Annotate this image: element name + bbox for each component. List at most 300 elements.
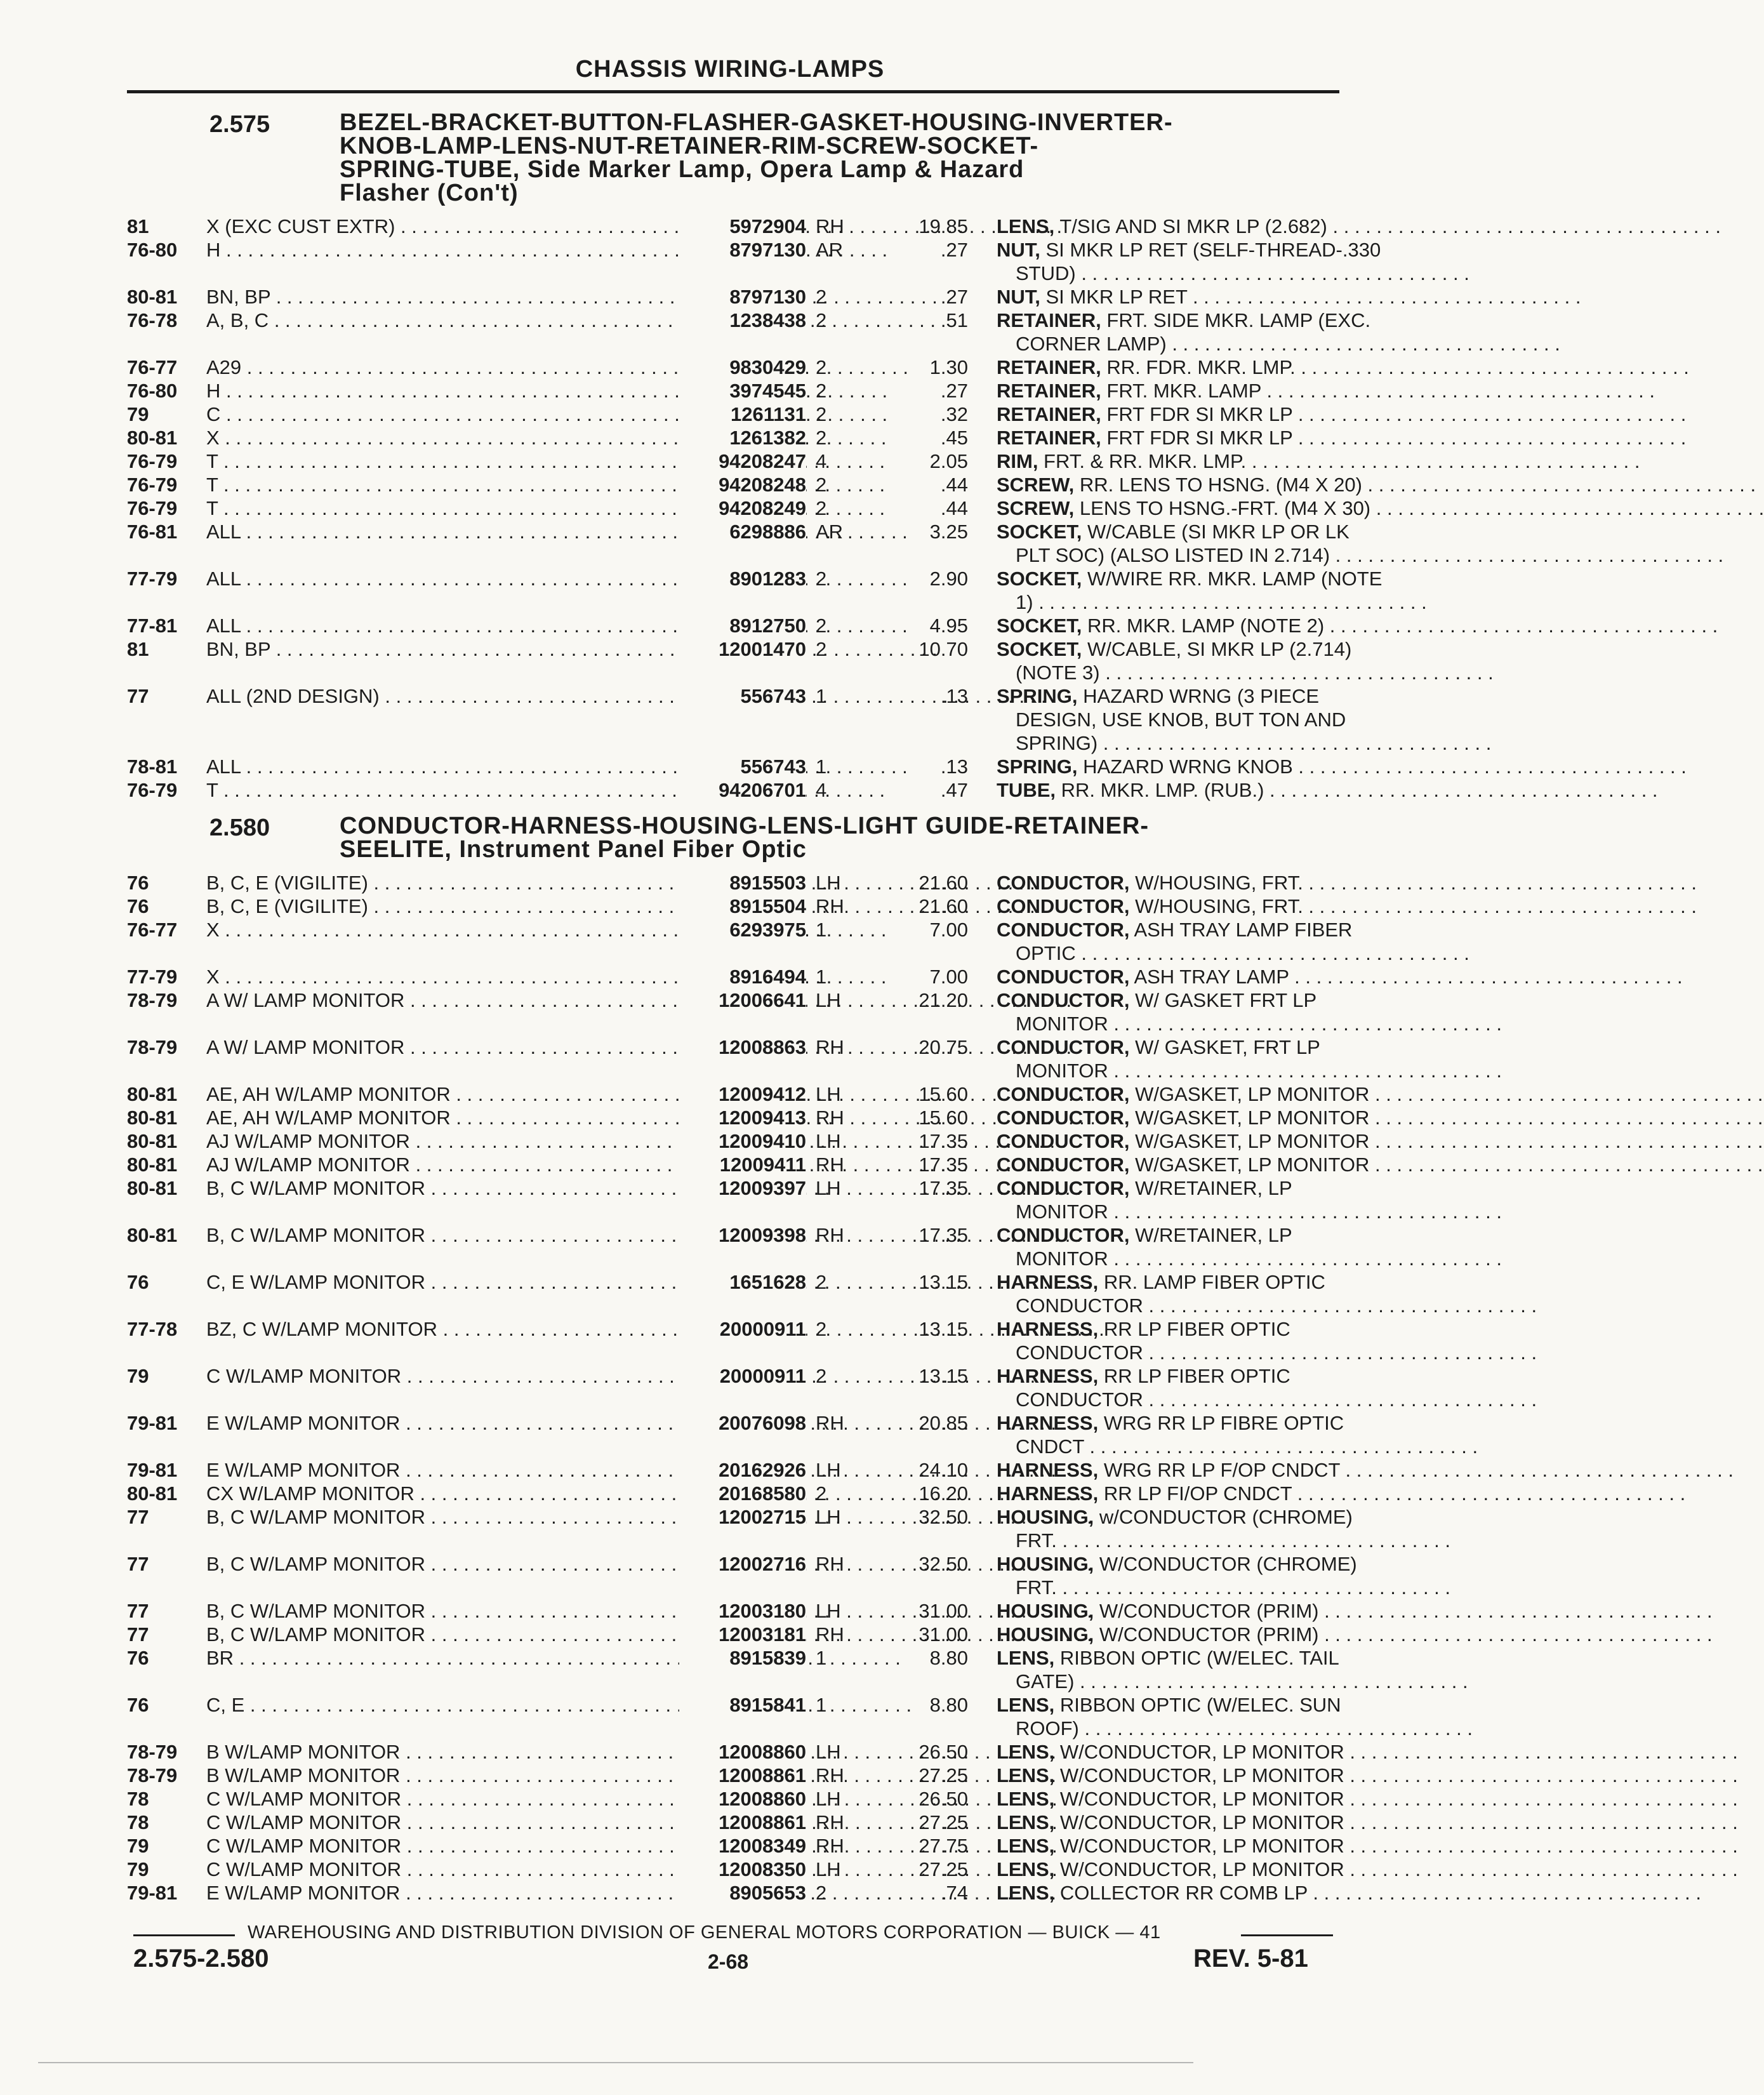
list-price: 17.35 bbox=[918, 1177, 968, 1199]
model-year: 79 bbox=[127, 1858, 149, 1880]
quantity: 4 bbox=[816, 450, 827, 472]
part-description bbox=[997, 918, 1353, 965]
description-keyword: LENS, bbox=[997, 1858, 1055, 1880]
model-code-text: B, C W/LAMP MONITOR bbox=[206, 1600, 426, 1622]
list-price: 19.85 bbox=[918, 215, 968, 237]
description-line: SPRING, HAZARD WRNG (3 PIECE bbox=[997, 685, 1320, 707]
part-number: 556743 bbox=[679, 684, 806, 708]
list-price: 27.25 bbox=[918, 1858, 968, 1880]
part-row bbox=[127, 1411, 1344, 1458]
quantity: LH bbox=[816, 1459, 841, 1481]
part-number: 12008861 bbox=[679, 1811, 806, 1834]
part-number: 12006641 bbox=[679, 988, 806, 1012]
part-row bbox=[127, 1646, 1339, 1693]
list-price: 15.60 bbox=[918, 1107, 968, 1129]
part-number: 12002715 bbox=[679, 1505, 806, 1529]
part-description bbox=[997, 755, 1339, 778]
model-code-text: B, C W/LAMP MONITOR bbox=[206, 1623, 426, 1646]
part-description bbox=[997, 1270, 1339, 1317]
description-line: CONDUCTOR, W/HOUSING, FRT. . . . bbox=[997, 871, 1339, 895]
quantity: 1 bbox=[816, 1694, 827, 1716]
model-code-text: BN, BP bbox=[206, 638, 271, 660]
section-title-line: Flasher (Con't) bbox=[340, 180, 519, 206]
quantity: 2 bbox=[816, 1482, 827, 1505]
part-number: 12009410 bbox=[679, 1129, 806, 1153]
part-description bbox=[997, 1458, 1339, 1482]
part-number: 20000911 bbox=[679, 1364, 806, 1388]
section-title bbox=[340, 815, 1330, 861]
quantity: 1 bbox=[816, 966, 827, 988]
model-code bbox=[206, 1176, 676, 1200]
description-line: 1) . . . bbox=[997, 590, 1339, 614]
list-price: 2.05 bbox=[929, 450, 968, 472]
model-year: 76 bbox=[127, 872, 149, 894]
description-keyword: HARNESS, bbox=[997, 1459, 1099, 1481]
quantity: LH bbox=[816, 1788, 841, 1810]
description-line: GATE) . . . bbox=[997, 1670, 1339, 1693]
description-line: DESIGN, USE KNOB, BUT TON AND bbox=[1016, 708, 1346, 731]
scan-edge-line bbox=[38, 2062, 1193, 2063]
part-description bbox=[997, 1552, 1357, 1599]
list-price: .13 bbox=[940, 755, 968, 778]
description-keyword: LENS, bbox=[997, 1647, 1055, 1669]
model-code bbox=[206, 1317, 676, 1341]
part-description bbox=[997, 1764, 1344, 1787]
quantity: 2 bbox=[816, 497, 827, 519]
description-line: CONDUCTOR, W/GASKET, LP MONITOR . . . bbox=[997, 1106, 1339, 1129]
list-price: 7.00 bbox=[929, 966, 968, 988]
model-code bbox=[206, 285, 676, 309]
part-row bbox=[127, 473, 1362, 496]
model-code bbox=[206, 1223, 676, 1247]
description-line: RETAINER, RR. FDR. MKR. LMP. . . . bbox=[997, 356, 1339, 379]
model-code-text: C W/LAMP MONITOR bbox=[206, 1858, 402, 1880]
description-line: CONDUCTOR, W/ GASKET FRT LP bbox=[997, 989, 1317, 1011]
part-number: 12009411 bbox=[679, 1153, 806, 1176]
part-row bbox=[127, 1599, 1339, 1623]
part-number: 12009412 bbox=[679, 1082, 806, 1106]
part-description bbox=[997, 356, 1339, 379]
description-line: STUD) . . . bbox=[997, 262, 1339, 285]
part-description bbox=[997, 520, 1350, 567]
part-number: 556743 bbox=[679, 755, 806, 778]
part-number: 1261382 bbox=[679, 426, 806, 449]
part-number: 12008861 bbox=[679, 1764, 806, 1787]
part-description bbox=[997, 1811, 1344, 1834]
part-description bbox=[997, 496, 1371, 520]
model-year: 77-81 bbox=[127, 615, 178, 637]
description-line: LENS, W/CONDUCTOR, LP MONITOR . . . bbox=[997, 1834, 1339, 1858]
description-line: HARNESS, RR LP FI/OP CNDCT . . . bbox=[997, 1482, 1339, 1505]
part-number: 12009413 bbox=[679, 1106, 806, 1129]
description-line: NUT, SI MKR LP RET (SELF-THREAD-.330 bbox=[997, 239, 1381, 261]
list-price: 27.75 bbox=[918, 1835, 968, 1857]
model-code bbox=[206, 755, 676, 778]
part-number: 12008349 bbox=[679, 1834, 806, 1858]
part-row bbox=[127, 1106, 1370, 1129]
part-number: 8915839 bbox=[679, 1646, 806, 1670]
description-keyword: CONDUCTOR, bbox=[997, 919, 1130, 941]
part-number: 94208248 bbox=[679, 473, 806, 496]
part-row bbox=[127, 1858, 1344, 1881]
model-year: 76-79 bbox=[127, 497, 178, 519]
list-price: 27.25 bbox=[918, 1764, 968, 1786]
description-line: LENS, RIBBON OPTIC (W/ELEC. SUN bbox=[997, 1694, 1341, 1716]
model-year: 76 bbox=[127, 1694, 149, 1716]
quantity: RH bbox=[816, 1835, 844, 1857]
list-price: 13.15 bbox=[918, 1365, 968, 1387]
quantity: RH bbox=[816, 1553, 844, 1575]
list-price: 8.80 bbox=[929, 1694, 968, 1716]
model-code-text: A29 bbox=[206, 356, 242, 378]
quantity: RH bbox=[816, 1764, 844, 1786]
part-row bbox=[127, 637, 1352, 684]
model-code bbox=[206, 379, 676, 402]
footer-page-number: 2-68 bbox=[708, 1950, 749, 1973]
list-price: .74 bbox=[940, 1882, 968, 1904]
description-keyword: HARNESS, bbox=[997, 1318, 1099, 1340]
part-number: 8905653 bbox=[679, 1881, 806, 1905]
list-price: 32.50 bbox=[918, 1506, 968, 1528]
model-year: 76-77 bbox=[127, 356, 178, 378]
model-year: 78-79 bbox=[127, 1741, 178, 1763]
part-description bbox=[997, 402, 1339, 426]
description-keyword: NUT, bbox=[997, 286, 1040, 308]
description-keyword: CONDUCTOR, bbox=[997, 1130, 1130, 1152]
footer-rule-right bbox=[1241, 1934, 1333, 1936]
part-description bbox=[997, 1599, 1339, 1623]
part-row bbox=[127, 1834, 1344, 1858]
model-year: 77-79 bbox=[127, 568, 178, 590]
model-code-text: E W/LAMP MONITOR bbox=[206, 1459, 401, 1481]
quantity: 1 bbox=[816, 685, 827, 707]
quantity: 2 bbox=[816, 427, 827, 449]
list-price: 21.60 bbox=[918, 895, 968, 917]
model-code bbox=[206, 1458, 676, 1482]
list-price: .45 bbox=[940, 427, 968, 449]
parts-table-2580 bbox=[127, 871, 1370, 1905]
description-line: RETAINER, FRT. SIDE MKR. LAMP (EXC. bbox=[997, 309, 1371, 331]
quantity: 2 bbox=[816, 638, 827, 660]
description-keyword: CONDUCTOR, bbox=[997, 1036, 1130, 1058]
description-keyword: TUBE, bbox=[997, 779, 1056, 801]
part-number: 94206701 bbox=[679, 778, 806, 802]
model-code bbox=[206, 1270, 676, 1294]
description-line: CONDUCTOR, ASH TRAY LAMP FIBER bbox=[997, 919, 1353, 941]
model-year: 79-81 bbox=[127, 1882, 178, 1904]
description-line: LENS, RIBBON OPTIC (W/ELEC. TAIL bbox=[997, 1647, 1339, 1669]
list-price: 26.50 bbox=[918, 1788, 968, 1810]
description-keyword: CONDUCTOR, bbox=[997, 895, 1130, 917]
description-line: SOCKET, W/CABLE (SI MKR LP OR LK bbox=[997, 521, 1350, 543]
list-price: 31.00 bbox=[918, 1623, 968, 1646]
model-code bbox=[206, 895, 676, 918]
model-code-text: E W/LAMP MONITOR bbox=[206, 1882, 401, 1904]
part-description bbox=[997, 988, 1339, 1035]
description-keyword: HOUSING, bbox=[997, 1553, 1094, 1575]
model-year: 77 bbox=[127, 1553, 149, 1575]
model-year: 77-78 bbox=[127, 1318, 178, 1340]
part-description bbox=[997, 309, 1371, 356]
model-year: 78 bbox=[127, 1811, 149, 1833]
model-code-text: B, C W/LAMP MONITOR bbox=[206, 1506, 426, 1528]
description-line: SPRING) . . . bbox=[997, 731, 1339, 755]
section-title-line: SPRING-TUBE, Side Marker Lamp, Opera Lamp & Hazard bbox=[340, 156, 1025, 183]
description-keyword: CONDUCTOR, bbox=[997, 1083, 1130, 1105]
model-code-text: AE, AH W/LAMP MONITOR bbox=[206, 1083, 451, 1105]
model-code bbox=[206, 1623, 676, 1646]
part-row bbox=[127, 496, 1371, 520]
description-keyword: RETAINER, bbox=[997, 356, 1101, 378]
quantity: LH bbox=[816, 1858, 841, 1880]
model-code bbox=[206, 238, 676, 262]
model-code-text: A, B, C bbox=[206, 309, 269, 331]
part-description bbox=[997, 1834, 1344, 1858]
list-price: 31.00 bbox=[918, 1600, 968, 1622]
part-number: 20168580 bbox=[679, 1482, 806, 1505]
quantity: 4 bbox=[816, 779, 827, 801]
model-code bbox=[206, 1881, 676, 1905]
quantity: RH bbox=[816, 1107, 844, 1129]
model-code-text: ALL bbox=[206, 615, 241, 637]
description-keyword: CONDUCTOR, bbox=[997, 1154, 1130, 1176]
model-code bbox=[206, 988, 676, 1012]
part-row bbox=[127, 1552, 1357, 1599]
quantity: 1 bbox=[816, 919, 827, 941]
model-year: 77 bbox=[127, 1623, 149, 1646]
model-year: 81 bbox=[127, 215, 149, 237]
model-year: 77 bbox=[127, 1506, 149, 1528]
model-code bbox=[206, 918, 676, 941]
model-code bbox=[206, 1364, 676, 1388]
model-year: 76-79 bbox=[127, 450, 178, 472]
model-code bbox=[206, 473, 676, 496]
model-year: 78-81 bbox=[127, 755, 178, 778]
description-line: MONITOR . . . bbox=[997, 1012, 1339, 1035]
list-price: 13.15 bbox=[918, 1271, 968, 1293]
part-description bbox=[997, 1106, 1370, 1129]
part-number: 12009398 bbox=[679, 1223, 806, 1247]
model-code bbox=[206, 637, 676, 661]
part-row bbox=[127, 1458, 1339, 1482]
model-code bbox=[206, 426, 676, 449]
part-number: 8915504 bbox=[679, 895, 806, 918]
description-keyword: LENS, bbox=[997, 1694, 1055, 1716]
description-keyword: RETAINER, bbox=[997, 380, 1101, 402]
model-code-text: B, C W/LAMP MONITOR bbox=[206, 1224, 426, 1246]
quantity: 1 bbox=[816, 1647, 827, 1669]
model-year: 81 bbox=[127, 638, 149, 660]
model-year: 80-81 bbox=[127, 1130, 178, 1152]
part-row bbox=[127, 871, 1339, 895]
model-code-text: E W/LAMP MONITOR bbox=[206, 1412, 401, 1434]
description-keyword: HOUSING, bbox=[997, 1506, 1094, 1528]
description-keyword: SCREW, bbox=[997, 497, 1075, 519]
description-line: HOUSING, W/CONDUCTOR (PRIM) . . . bbox=[997, 1599, 1339, 1623]
model-code-text: AJ W/LAMP MONITOR bbox=[206, 1130, 410, 1152]
model-code-text: CX W/LAMP MONITOR bbox=[206, 1482, 414, 1505]
quantity: 2 bbox=[816, 474, 827, 496]
quantity: 2 bbox=[816, 1365, 827, 1387]
description-line: ROOF) . . . bbox=[997, 1717, 1339, 1740]
part-row bbox=[127, 309, 1371, 356]
model-year: 79-81 bbox=[127, 1412, 178, 1434]
part-row bbox=[127, 918, 1353, 965]
part-row bbox=[127, 1787, 1344, 1811]
list-price: .32 bbox=[940, 403, 968, 425]
quantity: 2 bbox=[816, 356, 827, 378]
part-row bbox=[127, 1223, 1339, 1270]
part-row bbox=[127, 684, 1346, 755]
description-line: CONDUCTOR, W/RETAINER, LP bbox=[997, 1224, 1292, 1246]
part-row bbox=[127, 755, 1339, 778]
quantity: LH bbox=[816, 989, 841, 1011]
quantity: RH bbox=[816, 1623, 844, 1646]
description-line: HARNESS, RR. LAMP FIBER OPTIC bbox=[997, 1271, 1325, 1293]
description-line: FRT. . . . bbox=[997, 1576, 1339, 1599]
quantity: RH bbox=[816, 215, 844, 237]
model-code-text: T bbox=[206, 474, 218, 496]
description-keyword: SPRING, bbox=[997, 685, 1078, 707]
section-title-line: SEELITE, Instrument Panel Fiber Optic bbox=[340, 836, 807, 863]
description-line: LENS, W/CONDUCTOR, LP MONITOR . . . bbox=[997, 1740, 1339, 1764]
footer-corporation: WAREHOUSING AND DISTRIBUTION DIVISION OF GENERAL MOTORS CORPORATION — BUICK — 41 bbox=[248, 1922, 1161, 1943]
part-number: 1651628 bbox=[679, 1270, 806, 1294]
part-description bbox=[997, 895, 1339, 918]
list-price: 20.85 bbox=[918, 1412, 968, 1434]
description-line: CONDUCTOR, W/ GASKET, FRT LP bbox=[997, 1036, 1320, 1058]
quantity: LH bbox=[816, 1130, 841, 1152]
model-code-text: B, C W/LAMP MONITOR bbox=[206, 1177, 426, 1199]
quantity: 2 bbox=[816, 1271, 827, 1293]
model-year: 80-81 bbox=[127, 286, 178, 308]
description-keyword: SCREW, bbox=[997, 474, 1075, 496]
quantity: 2 bbox=[816, 1882, 827, 1904]
description-line: RETAINER, FRT FDR SI MKR LP . . . bbox=[997, 402, 1339, 426]
part-number: 6298886 bbox=[679, 520, 806, 543]
description-line: OPTIC . . . bbox=[997, 941, 1339, 965]
model-year: 76-79 bbox=[127, 779, 178, 801]
description-line: CONDUCTOR . . . bbox=[997, 1388, 1339, 1411]
part-description bbox=[997, 1505, 1353, 1552]
model-code-text: X bbox=[206, 427, 220, 449]
description-line: LENS, W/CONDUCTOR, LP MONITOR . . . bbox=[997, 1811, 1339, 1834]
description-keyword: RIM, bbox=[997, 450, 1038, 472]
part-description bbox=[997, 285, 1339, 309]
quantity: 2 bbox=[816, 309, 827, 331]
model-code bbox=[206, 965, 676, 988]
quantity: AR bbox=[816, 239, 844, 261]
part-description bbox=[997, 871, 1339, 895]
part-description bbox=[997, 1082, 1370, 1106]
model-code-text: C W/LAMP MONITOR bbox=[206, 1811, 402, 1833]
part-row bbox=[127, 988, 1339, 1035]
part-description bbox=[997, 778, 1339, 802]
description-line: CORNER LAMP) . . . bbox=[997, 332, 1339, 356]
part-description bbox=[997, 1646, 1339, 1693]
part-number: 9830429 bbox=[679, 356, 806, 379]
part-number: 12003181 bbox=[679, 1623, 806, 1646]
model-code bbox=[206, 1505, 676, 1529]
part-description bbox=[997, 1317, 1339, 1364]
part-description bbox=[997, 1364, 1339, 1411]
description-keyword: NUT, bbox=[997, 239, 1040, 261]
page-title: CHASSIS WIRING-LAMPS bbox=[575, 56, 885, 83]
description-line: RETAINER, FRT FDR SI MKR LP . . . bbox=[997, 426, 1339, 449]
part-number: 5972904 bbox=[679, 215, 806, 238]
part-description bbox=[997, 1176, 1339, 1223]
quantity: LH bbox=[816, 1177, 841, 1199]
part-row bbox=[127, 1129, 1370, 1153]
part-row bbox=[127, 1482, 1339, 1505]
part-row bbox=[127, 449, 1339, 473]
part-row bbox=[127, 965, 1339, 988]
description-keyword: SOCKET, bbox=[997, 568, 1082, 590]
model-code-text: C, E bbox=[206, 1694, 245, 1716]
part-description bbox=[997, 1740, 1344, 1764]
description-line: HOUSING, W/CONDUCTOR (CHROME) bbox=[997, 1553, 1357, 1575]
part-description bbox=[997, 614, 1339, 637]
description-keyword: CONDUCTOR, bbox=[997, 872, 1130, 894]
model-year: 79 bbox=[127, 1365, 149, 1387]
part-row bbox=[127, 285, 1339, 309]
description-keyword: HARNESS, bbox=[997, 1271, 1099, 1293]
description-keyword: RETAINER, bbox=[997, 309, 1101, 331]
quantity: 2 bbox=[816, 615, 827, 637]
part-number: 12003180 bbox=[679, 1599, 806, 1623]
model-code bbox=[206, 1834, 676, 1858]
description-line: MONITOR . . . bbox=[997, 1059, 1339, 1082]
model-code bbox=[206, 1482, 676, 1505]
model-year: 80-81 bbox=[127, 427, 178, 449]
part-number: 94208247 bbox=[679, 449, 806, 473]
part-number: 12008860 bbox=[679, 1787, 806, 1811]
description-keyword: LENS, bbox=[997, 215, 1055, 237]
model-year: 80-81 bbox=[127, 1083, 178, 1105]
model-year: 76 bbox=[127, 1271, 149, 1293]
part-row bbox=[127, 356, 1339, 379]
model-code bbox=[206, 1811, 676, 1834]
part-number: 8797130 bbox=[679, 285, 806, 309]
quantity: LH bbox=[816, 1741, 841, 1763]
description-line: SOCKET, W/CABLE, SI MKR LP (2.714) bbox=[997, 638, 1352, 660]
model-code bbox=[206, 1646, 676, 1670]
model-code bbox=[206, 1693, 676, 1717]
description-keyword: RETAINER, bbox=[997, 403, 1101, 425]
description-line: HARNESS, WRG RR LP FIBRE OPTIC bbox=[997, 1412, 1344, 1434]
description-line: SCREW, RR. LENS TO HSNG. (M4 X 20) . . . bbox=[997, 473, 1339, 496]
quantity: LH bbox=[816, 1083, 841, 1105]
model-code-text: A W/ LAMP MONITOR bbox=[206, 1036, 405, 1058]
quantity: AR bbox=[816, 521, 844, 543]
part-row bbox=[127, 1153, 1370, 1176]
list-price: 4.95 bbox=[929, 615, 968, 637]
model-year: 79 bbox=[127, 403, 149, 425]
section-title-line: CONDUCTOR-HARNESS-HOUSING-LENS-LIGHT GUIDE-RETAINER- bbox=[340, 813, 1150, 839]
model-year: 76-77 bbox=[127, 919, 178, 941]
list-price: 24.10 bbox=[918, 1459, 968, 1481]
model-code bbox=[206, 356, 676, 379]
list-price: 20.75 bbox=[918, 1036, 968, 1058]
model-code-text: C W/LAMP MONITOR bbox=[206, 1365, 402, 1387]
part-row bbox=[127, 1811, 1344, 1834]
part-row bbox=[127, 379, 1339, 402]
part-row bbox=[127, 567, 1383, 614]
quantity: 2 bbox=[816, 403, 827, 425]
part-row bbox=[127, 1270, 1339, 1317]
model-code bbox=[206, 1764, 676, 1787]
model-year: 80-81 bbox=[127, 1224, 178, 1246]
